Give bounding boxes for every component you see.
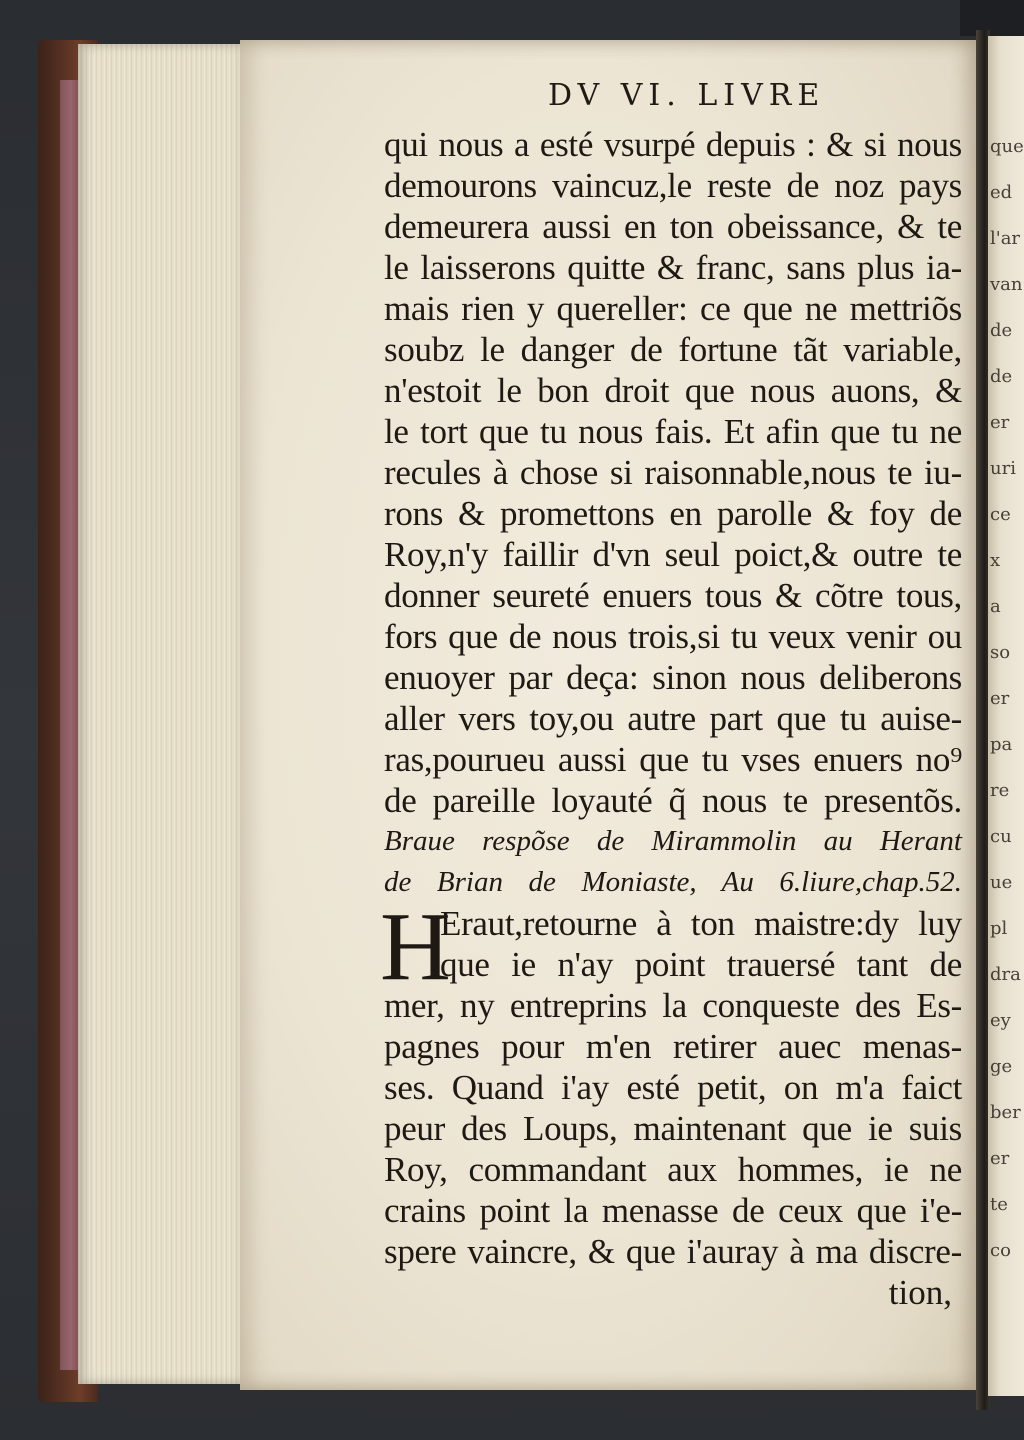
text-line: rons & promettons en parolle & foy de bbox=[384, 494, 962, 533]
facing-page-fragment: dra bbox=[990, 964, 1021, 985]
facing-page-fragment: de bbox=[990, 366, 1013, 387]
facing-page-fragment: pa bbox=[990, 734, 1013, 755]
text-line: pagnes pour m'en retirer auec menas- bbox=[384, 1027, 962, 1066]
facing-page-fragment: co bbox=[990, 1240, 1011, 1261]
text-line: de pareille loyauté q̃ nous te presentõs. bbox=[384, 781, 962, 820]
facing-page-fragment: re bbox=[990, 780, 1010, 801]
text-line: soubz le danger de fortune tãt variable, bbox=[384, 330, 962, 369]
drop-cap: H bbox=[380, 893, 451, 1001]
facing-page bbox=[988, 36, 1024, 1396]
facing-page-fragment: er bbox=[990, 412, 1010, 433]
text-line: demourons vaincuz,le reste de noz pays bbox=[384, 166, 962, 205]
text-line: donner seureté enuers tous & cõtre tous, bbox=[384, 576, 962, 615]
facing-page-fragment: que bbox=[990, 136, 1024, 157]
background-corner bbox=[960, 0, 1024, 36]
facing-page-fragment: ed bbox=[990, 182, 1013, 203]
page-edges bbox=[78, 44, 248, 1384]
drop-cap-paragraph bbox=[380, 893, 962, 1001]
page-text bbox=[380, 124, 962, 1313]
facing-page-fragment: cu bbox=[990, 826, 1012, 847]
text-line: enuoyer par deça: sinon nous deliberons bbox=[384, 658, 962, 697]
facing-page-fragment: er bbox=[990, 1148, 1010, 1169]
facing-page-fragment: van bbox=[990, 274, 1023, 295]
text-line: n'estoit le bon droit que nous auons, & bbox=[384, 371, 962, 410]
facing-page-fragment: ue bbox=[990, 872, 1013, 893]
rubric-line: de Brian de Moniaste, Au 6.liure,chap.52. bbox=[384, 866, 962, 898]
running-header: DV VI. LIVRE bbox=[548, 78, 826, 113]
text-line: crains point la menasse de ceux que i'e- bbox=[384, 1191, 962, 1230]
facing-page-fragment: l'ar bbox=[990, 228, 1021, 249]
facing-page-fragment: te bbox=[990, 1194, 1008, 1215]
text-line: qui nous a esté vsurpé depuis : & si nous bbox=[384, 125, 962, 164]
text-line: recules à chose si raisonnable,nous te iu- bbox=[384, 453, 962, 492]
facing-page-fragment: ey bbox=[990, 1010, 1011, 1031]
text-line: Roy,n'y faillir d'vn seul poict,& outre te bbox=[384, 535, 962, 574]
facing-page-fragment: ber bbox=[990, 1102, 1021, 1123]
text-line: Eraut,retourne à ton maistre:dy luy bbox=[440, 904, 962, 943]
catchword: tion, bbox=[888, 1273, 952, 1312]
text-line: mer, ny entreprins la conqueste des Es- bbox=[384, 986, 962, 1025]
text-line: mais rien y quereller: ce que ne mettriõs bbox=[384, 289, 962, 328]
text-line: ras,pourueu aussi que tu vses enuers no⁹ bbox=[384, 740, 962, 779]
text-line: peur des Loups, maintenant que ie suis bbox=[384, 1109, 962, 1148]
facing-page-fragment: pl bbox=[990, 918, 1008, 939]
facing-page-fragment: ce bbox=[990, 504, 1011, 525]
facing-page-fragment: de bbox=[990, 320, 1013, 341]
text-line: spere vaincre, & que i'auray à ma discre- bbox=[384, 1232, 962, 1271]
text-line: aller vers toy,ou autre part que tu auise- bbox=[384, 699, 962, 738]
facing-page-fragment: x bbox=[990, 550, 1001, 571]
text-line: le tort que tu nous fais. Et afin que tu ne bbox=[384, 412, 962, 451]
facing-page-fragment: ge bbox=[990, 1056, 1013, 1077]
text-line: ses. Quand i'ay esté petit, on m'a faict bbox=[384, 1068, 962, 1107]
rubric-line: Braue respõse de Mirammolin au Herant bbox=[384, 825, 962, 857]
text-line: fors que de nous trois,si tu veux venir ou bbox=[384, 617, 962, 656]
text-line: Roy, commandant aux hommes, ie ne bbox=[384, 1150, 962, 1189]
facing-page-fragment: er bbox=[990, 688, 1010, 709]
text-line: le laisserons quitte & franc, sans plus ia- bbox=[384, 248, 962, 287]
facing-page-fragment: uri bbox=[990, 458, 1016, 479]
facing-page-fragment: so bbox=[990, 642, 1011, 663]
text-line: demeurera aussi en ton obeissance, & te bbox=[384, 207, 962, 246]
text-line: que ie n'ay point trauersé tant de bbox=[440, 945, 962, 984]
facing-page-fragment: a bbox=[990, 596, 1001, 617]
